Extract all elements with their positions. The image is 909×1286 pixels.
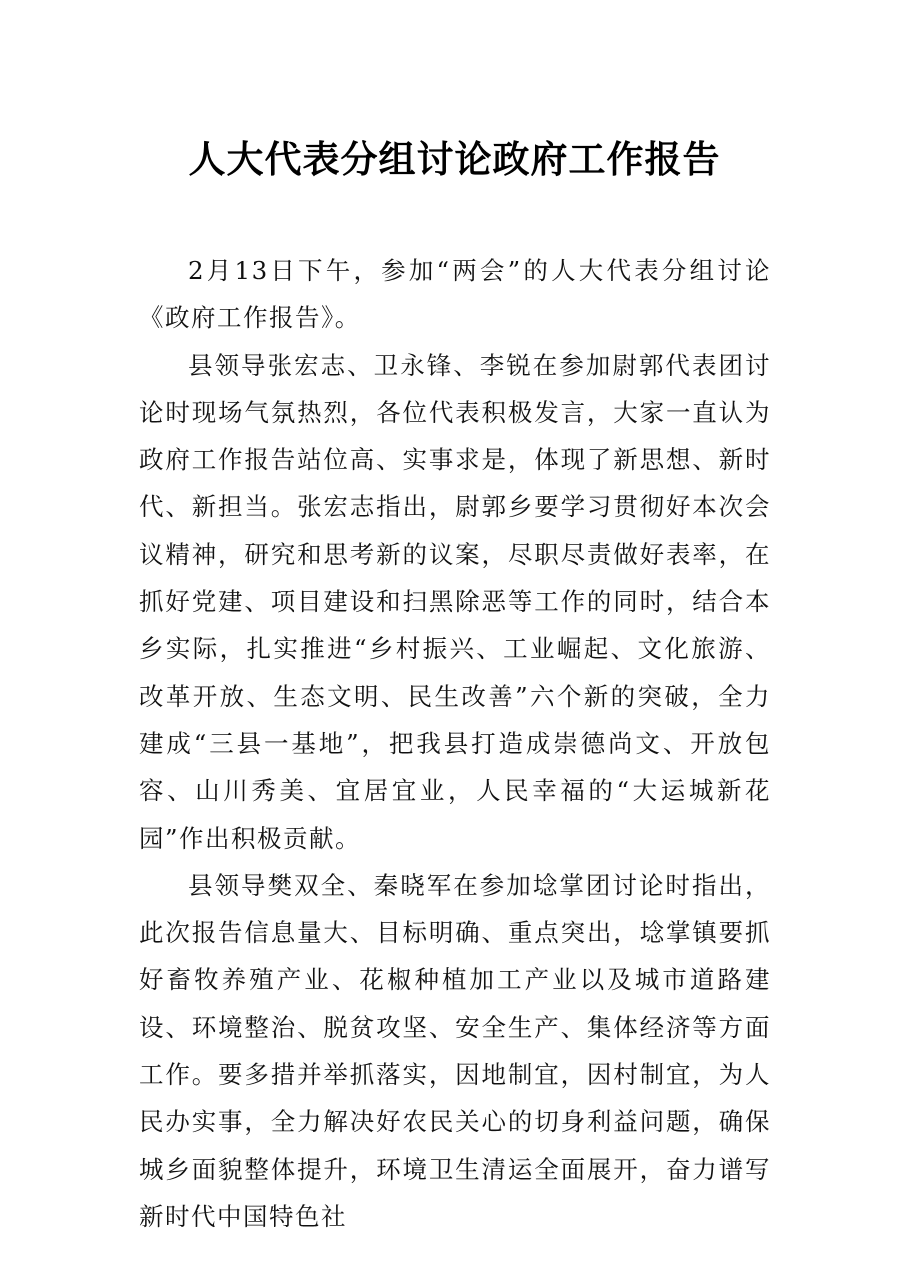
document-title: 人大代表分组讨论政府工作报告	[188, 137, 721, 181]
paragraph-2: 县领导张宏志、卫永锋、李锐在参加尉郭代表团讨论时现场气氛热烈，各位代表积极发言，大家一直认为政府工作报告站位高、实事求是，体现了新思想、新时代、新担当。张宏志指出，尉郭乡要学习贯彻好本次会议精神，研究和思考新的议案，尽职尽责做好表率，在抓好党建、项目建设和扫黑除恶等工作的同时，结合本乡实际，扎实推进“乡村振兴、工业崛起、文化旅游、改革开放、生态文明、民生改善”六个新的突破，全力建成“三县一基地”，把我县打造成崇德尚文、开放包容、山川秀美、宜居宜业，人民幸福的“大运城新花园”作出积极贡献。	[139, 350, 771, 853]
document-body	[139, 247, 771, 1240]
paragraph-1: 2月13日下午，参加“两会”的人大代表分组讨论《政府工作报告》。	[139, 256, 771, 333]
paragraph-3: 县领导樊双全、秦晓军在参加埝掌团讨论时指出，此次报告信息量大、目标明确、重点突出，埝掌镇要抓好畜牧养殖产业、花椒种植加工产业以及城市道路建设、环境整治、脱贫攻坚、安全生产、集体经济等方面工作。要多措并举抓落实，因地制宜，因村制宜，为人民办实事，全力解决好农民关心的切身利益问题，确保城乡面貌整体提升，环境卫生清运全面展开，奋力谱写新时代中国特色社	[139, 870, 771, 1231]
